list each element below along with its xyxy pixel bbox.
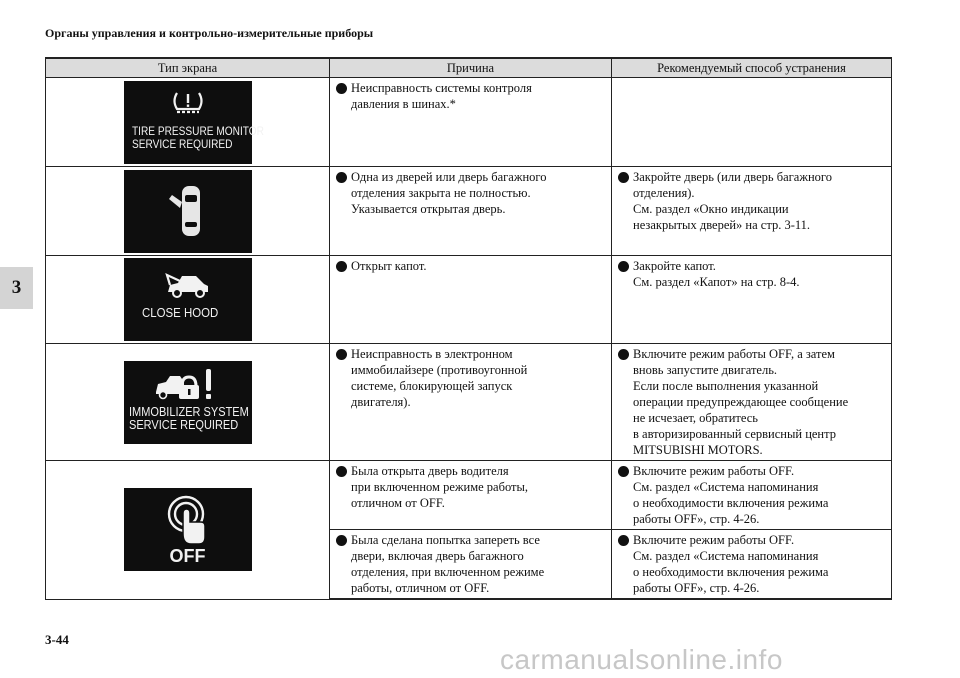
remedy-line: См. раздел «Окно индикации [633, 202, 789, 216]
bullet-icon [618, 535, 629, 546]
remedy-cell [612, 78, 892, 167]
table-row [46, 344, 892, 461]
immobilizer-lock-warning-icon [154, 368, 218, 404]
bullet-icon [336, 83, 347, 94]
table-row [46, 461, 892, 530]
table-header-row [46, 58, 892, 78]
page-number: 3-44 [45, 632, 69, 647]
bullet-icon [336, 349, 347, 360]
display-text-line: SERVICE REQUIRED [131, 138, 232, 151]
remedy-cell [612, 461, 892, 530]
display-cell [46, 256, 330, 344]
display-close-hood [124, 258, 252, 341]
col-header-remedy: Рекомендуемый способ устранения [612, 58, 892, 78]
bullet-icon [618, 466, 629, 477]
cause-line: Неисправность в электронном [351, 347, 513, 361]
remedy-line: отделения). [633, 186, 695, 200]
remedy-entry [618, 169, 885, 233]
remedy-line: Включите режим работы OFF. [633, 464, 795, 478]
remedy-line: MITSUBISHI MOTORS. [633, 443, 763, 457]
cause-line: Одна из дверей или дверь багажного [351, 170, 547, 184]
cause-line: отделения, при включенном режиме [351, 565, 545, 579]
display-door-open [124, 170, 252, 253]
cause-cell [330, 256, 612, 344]
cause-line: отличном от OFF. [351, 496, 445, 510]
remedy-line: Закройте дверь (или дверь багажного [633, 170, 832, 184]
cause-cell [330, 78, 612, 167]
remedy-cell [612, 344, 892, 461]
remedy-entry [618, 463, 885, 527]
chapter-tab [0, 267, 33, 309]
remedy-line: операции предупреждающее сообщение [633, 395, 849, 409]
cause-entry [336, 532, 605, 596]
display-immobilizer [124, 361, 252, 444]
display-text-line: IMMOBILIZER SYSTEM [128, 404, 249, 419]
remedy-line: о необходимости включения режима [633, 496, 829, 510]
display-cell [46, 78, 330, 167]
cause-cell [330, 167, 612, 256]
cause-line: отделения закрыта не полностью. [351, 186, 531, 200]
warning-messages-table [45, 57, 892, 600]
table-row [46, 167, 892, 256]
cause-entry [336, 463, 605, 511]
cause-line: Неисправность системы контроля [351, 81, 532, 95]
bullet-icon [336, 172, 347, 183]
cause-line: двигателя). [351, 395, 411, 409]
cause-line: Указывается открытая дверь. [351, 202, 506, 216]
cause-line: двери, включая дверь багажного [351, 549, 524, 563]
display-cell [46, 167, 330, 256]
display-cell [46, 461, 330, 600]
cause-line: Была сделана попытка запереть все [351, 533, 540, 547]
display-tire-pressure [124, 81, 264, 164]
chapter-tab-label: 3 [11, 277, 22, 298]
table-row [46, 256, 892, 344]
remedy-line: Включите режим работы OFF, а затем [633, 347, 835, 361]
display-text-line: TIRE PRESSURE MONITOR [131, 125, 264, 138]
display-cell [46, 344, 330, 461]
cause-cell [330, 530, 612, 600]
cause-line: системе, блокирующей запуск [351, 379, 513, 393]
table-row [46, 78, 892, 167]
remedy-entry [618, 258, 885, 290]
remedy-entry [618, 346, 885, 458]
cause-line: работы, отличном от OFF. [351, 581, 490, 595]
remedy-line: Закройте капот. [633, 259, 716, 273]
display-text-line: OFF [169, 546, 206, 567]
cause-entry [336, 346, 605, 410]
cause-cell [330, 461, 612, 530]
remedy-line: не исчезает, обратитесь [633, 411, 758, 425]
col-header-cause: Причина [330, 58, 612, 78]
remedy-cell [612, 256, 892, 344]
cause-line: Открыт капот. [351, 259, 427, 273]
remedy-cell [612, 167, 892, 256]
bullet-icon [618, 349, 629, 360]
bullet-icon [336, 466, 347, 477]
remedy-line: работы OFF», стр. 4-26. [633, 512, 760, 526]
page-header-title: Органы управления и контрольно-измерительные приборы [45, 26, 374, 40]
cause-line: при включенном режиме работы, [351, 480, 529, 494]
remedy-line: о необходимости включения режима [633, 565, 829, 579]
remedy-line: Включите режим работы OFF. [633, 533, 795, 547]
display-text-line: CLOSE HOOD [141, 305, 218, 320]
cause-line: иммобилайзере (противоугонной [351, 363, 528, 377]
remedy-line: См. раздел «Система напоминания [633, 549, 819, 563]
cause-entry [336, 169, 605, 217]
watermark: carmanualsonline.info [500, 644, 783, 675]
display-power-off [124, 488, 252, 571]
remedy-line: незакрытых дверей» на стр. 3-11. [633, 218, 811, 232]
tire-pressure-warning-icon [168, 88, 208, 118]
remedy-cell [612, 530, 892, 600]
cause-line: давления в шинах.* [351, 97, 456, 111]
remedy-line: вновь запустите двигатель. [633, 363, 778, 377]
col-header-display-type: Тип экрана [46, 58, 330, 78]
car-hood-open-icon [164, 270, 212, 300]
remedy-line: работы OFF», стр. 4-26. [633, 581, 760, 595]
bullet-icon [336, 535, 347, 546]
cause-line: Была открыта дверь водителя [351, 464, 509, 478]
bullet-icon [336, 261, 347, 272]
bullet-icon [618, 172, 629, 183]
remedy-entry [618, 532, 885, 596]
remedy-line: Если после выполнения указанной [633, 379, 819, 393]
remedy-line: в авторизированный сервисный центр [633, 427, 836, 441]
cause-cell [330, 344, 612, 461]
display-text-line: SERVICE REQUIRED [128, 417, 238, 432]
remedy-line: См. раздел «Капот» на стр. 8-4. [633, 275, 800, 289]
cause-entry [336, 258, 605, 274]
cause-entry [336, 80, 605, 112]
bullet-icon [618, 261, 629, 272]
remedy-line: См. раздел «Система напоминания [633, 480, 819, 494]
vehicle-open-door-icon [166, 182, 210, 242]
